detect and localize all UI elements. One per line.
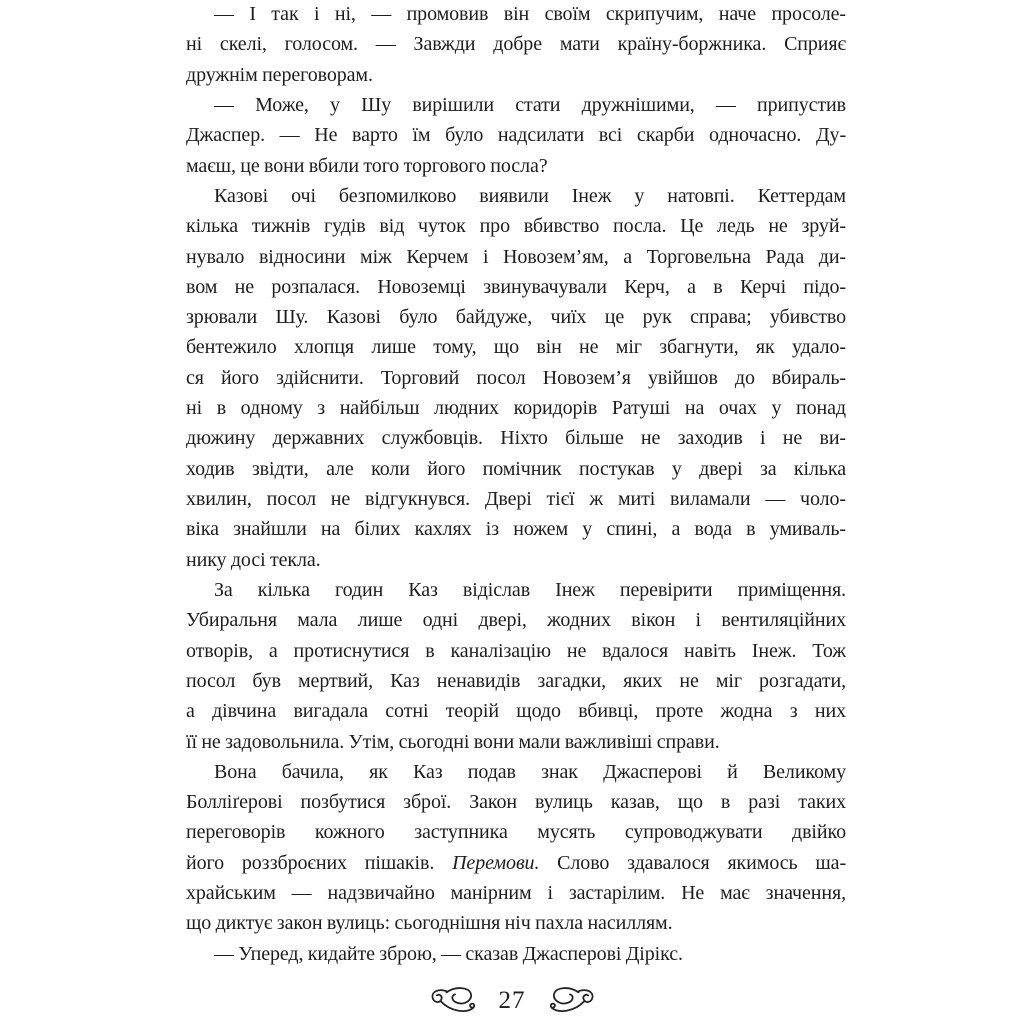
text-line: храйським — надзвичайно манірним і застарілим. Не має значення,	[186, 882, 846, 905]
text-line: отворів, а протиснутися в каналізацію не вдалося навіть Інеж. Тож	[186, 639, 846, 662]
text-line: що диктує закон вулиць: сьогоднішня ніч пахла насиллям.	[186, 912, 673, 935]
text-line: нувало відносини між Керчем і Новозем’ям, а Торговельна Рада ди-	[186, 245, 846, 268]
page-footer	[0, 979, 1024, 1019]
text-line: Болліґерові позбутися зброї. Закон вулиць казав, що в разі таких	[186, 791, 846, 814]
text-line: дюжину державних службовців. Ніхто більше не заходив і не ви-	[186, 427, 846, 450]
text-line: За кілька годин Каз відіслав Інеж перевірити приміщення.	[214, 578, 846, 601]
text-line: Вона бачила, як Каз подав знак Джасперові й Великому	[214, 760, 846, 783]
page-number: 27	[498, 986, 526, 1014]
text-line: вом не розпалася. Новоземці звинувачували Керч, а в Керчі підо-	[186, 275, 846, 298]
text-line: ні в одному з найбільш людних коридорів Ратуші на очах у понад	[186, 397, 846, 420]
text-line: посол був мертвий, Каз ненавидів загадки, яких не міг розгадати,	[186, 669, 846, 692]
text-line: Казові очі безпомилково виявили Інеж у натовпі. Кеттердам	[214, 184, 846, 207]
text-line: його роззброєних пішаків. Перемови. Слово здавалося якимось ша-	[186, 851, 846, 874]
text-line: маєш, це вони вбили того торгового посла?	[186, 154, 548, 177]
text-line: бентежило хлопця лише тому, що він не міг збагнути, як удало-	[186, 336, 846, 359]
text-line: переговорів кожного заступника мусять супроводжувати двійко	[186, 821, 846, 844]
text-line: хвилин, посол не відгукнувся. Двері тієї ж миті виламали — чоло-	[186, 488, 846, 510]
text-line: Джаспер. — Не варто їм було надсилати всі скарби одночасно. Ду-	[186, 124, 846, 147]
text-line: Убиральня мала лише одні двері, жодних вікон і вентиляційних	[186, 609, 846, 632]
text-line: — Може, у Шу вирішили стати дружнішими, — припустив	[214, 93, 846, 116]
text-line: ні скелі, голосом. — Завжди добре мати країну-боржника. Сприяє	[186, 33, 846, 56]
flourish-left-icon	[428, 985, 486, 1013]
text-line: — І так і ні, — промовив він своїм скрипучим, наче просоле-	[214, 3, 846, 25]
text-line: її не задовольнила. Утім, сьогодні вони мали важливіші справи.	[186, 730, 720, 753]
text-line: кілька тижнів гудів від чуток про вбивство посла. Це ледь не зруй-	[186, 215, 846, 238]
text-line: зрювали Шу. Казові було байдуже, чиїх це рук справа; убивство	[186, 306, 846, 329]
text-line: нику досі текла.	[186, 548, 321, 571]
text-block	[186, 0, 846, 969]
text-line: а дівчина вигадала сотні теорій щодо вбивці, проте жодна з них	[186, 700, 846, 723]
text-line: — Уперед, кидайте зброю, — сказав Джасперові Дірікс.	[214, 942, 683, 965]
text-line: ходив звідти, але коли його помічник постукав у двері за кілька	[186, 457, 846, 480]
text-line: ся його здійснити. Торговий посол Новозем’я увійшов до вбираль-	[186, 366, 846, 389]
flourish-right-icon	[539, 985, 597, 1013]
text-line: дружнім переговорам.	[186, 63, 373, 86]
text-line: віка знайшли на білих кахлях із ножем у спині, а вода в умиваль-	[186, 518, 846, 541]
